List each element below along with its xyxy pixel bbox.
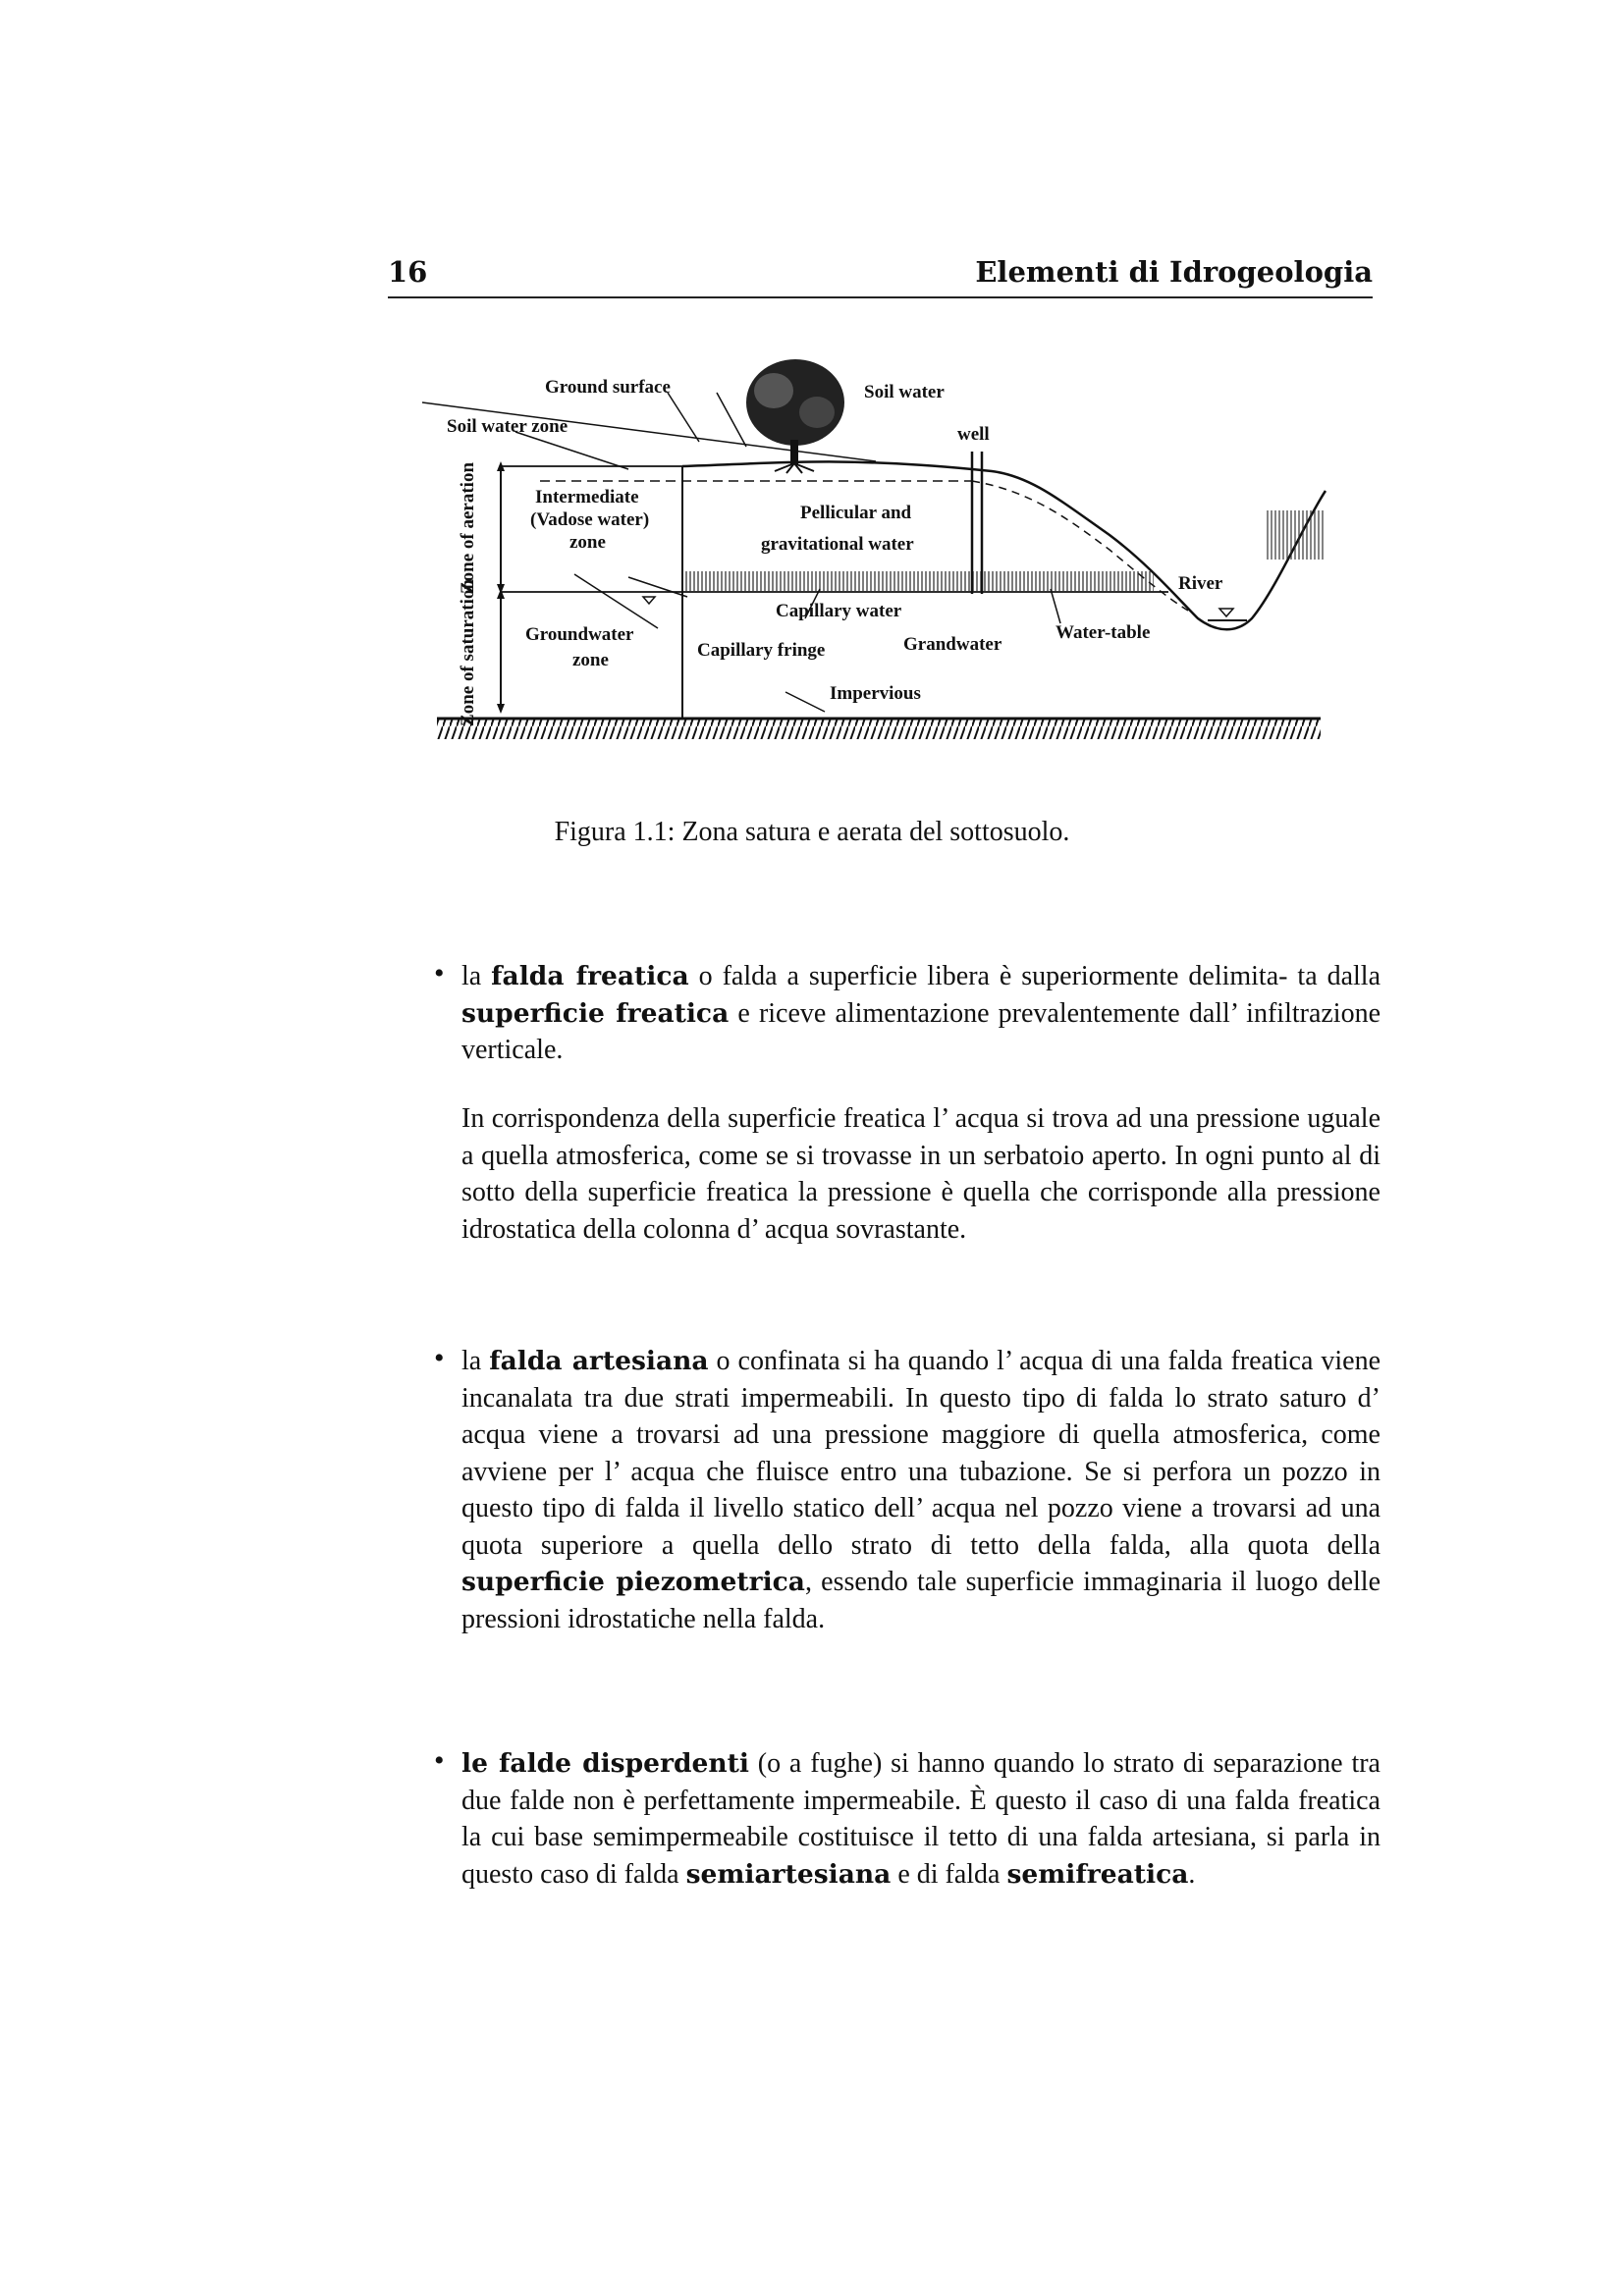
bullet-icon: •	[434, 1744, 445, 1777]
water-level-icon	[643, 597, 655, 604]
term-falda-artesiana: falda artesiana	[489, 1346, 709, 1376]
arrow	[628, 577, 687, 597]
text-run: e riceve alimentazione prevalentemente	[729, 997, 1180, 1029]
bullet-icon: •	[434, 1342, 445, 1374]
arrow	[515, 432, 628, 469]
figure-caption: Figura 1.1: Zona satura e aerata del sottosuolo.	[554, 817, 1070, 847]
label-intermediate-3: zone	[569, 532, 606, 553]
label-zone-of-saturation: Zone of saturation	[458, 579, 478, 726]
bullet-2-text	[461, 1343, 1380, 1637]
label-capillary-fringe: Capillary fringe	[697, 640, 826, 661]
arrow	[717, 393, 746, 447]
term-semifreatica: semifreatica	[1006, 1858, 1189, 1890]
arrowhead	[497, 704, 505, 714]
term-superficie-freatica: superficie freatica	[461, 997, 730, 1029]
label-grandwater: Grandwater	[903, 634, 1002, 655]
impervious-hatch	[437, 720, 1321, 739]
text-run: dall’ infiltrazione verticale.	[461, 997, 1381, 1065]
label-groundwater-zone-2: zone	[572, 650, 609, 670]
capillary-fringe-band	[682, 571, 1154, 591]
label-pellicular-1: Pellicular and	[800, 503, 912, 523]
term-falda-freatica: falda freatica	[491, 961, 689, 991]
label-soil-water-zone: Soil water zone	[447, 416, 568, 437]
bullet-1-text	[461, 958, 1380, 1069]
label-soil-water: Soil water	[864, 382, 945, 402]
bullet-falda-freatica	[461, 958, 1380, 1069]
label-intermediate-1: Intermediate	[535, 487, 639, 507]
arrow	[785, 692, 825, 712]
bullet-falda-artesiana	[461, 1343, 1380, 1637]
term-falde-disperdenti: le falde disperdenti	[461, 1748, 749, 1779]
label-water-table: Water-table	[1056, 622, 1151, 643]
text-run: .	[1188, 1858, 1196, 1890]
text-run: o confinata si ha quando l’ acqua di una falda freatica viene incanalata tra due strati impermeabili. In questo tipo di falda lo strato saturo d’ acqua viene a trovarsi ad una pressione maggiore di quella atmosferica, come avviene per l’ acqua che fluisce entro una tubazione. Se si perfora un pozzo in questo tipo di falda il livello statico dell’ acqua nel pozzo viene a trovarsi ad una quota superiore a quella dello strato di tetto della falda, alla quota della	[461, 1346, 1380, 1561]
label-river: River	[1178, 573, 1223, 594]
text-run: la	[461, 1346, 490, 1376]
text-run: ta dalla	[1297, 961, 1380, 991]
label-capillary-water: Capillary water	[776, 601, 902, 621]
term-superficie-piezometrica: superficie piezometrica	[461, 1567, 805, 1597]
text-run: la	[461, 961, 492, 991]
bullet-falde-disperdenti	[461, 1745, 1380, 1893]
text-run: (o a fughe) si hanno quando lo strato di separazione tra due falde non è perfettamente impermeabile. È questo il caso di una falda freatica la cui base semimpermeabile costituisce il tetto di una falda artesiana, si parla in questo caso di falda	[461, 1748, 1380, 1890]
running-header	[388, 253, 1373, 298]
arrowhead	[497, 589, 505, 599]
bullet-icon: •	[434, 957, 445, 989]
text-run: o falda a superficie libera è superiormente delimita-	[688, 961, 1288, 991]
label-groundwater-zone-1: Groundwater	[525, 624, 634, 645]
water-level-icon	[1219, 609, 1233, 616]
arrow	[1051, 589, 1060, 623]
label-pellicular-2: gravitational water	[761, 534, 914, 555]
label-zone-of-aeration: Zone of aeration	[458, 461, 478, 595]
label-well: well	[957, 424, 990, 445]
label-impervious: Impervious	[830, 683, 921, 704]
label-ground-surface: Ground surface	[545, 377, 671, 398]
running-title: Elementi di Idrogeologia	[975, 255, 1373, 289]
term-semiartesiana: semiartesiana	[685, 1858, 892, 1890]
figure-groundwater-zones	[422, 353, 1335, 756]
paragraph-text: In corrispondenza della superficie freatica l’ acqua si trova ad una pressione uguale a quella atmosferica, come se si trovasse in un serbatoio aperto. In ogni punto al di sotto della superficie freatica la pressione è quella che corrisponde alla pressione idrostatica della colonna d’ acqua sovrastante.	[461, 1103, 1380, 1245]
label-intermediate-2: (Vadose water)	[530, 509, 650, 530]
paragraph-pressione	[461, 1100, 1380, 1248]
page-number: 16	[388, 255, 428, 289]
figure-diagram	[422, 353, 1335, 756]
bullet-3-text	[461, 1745, 1380, 1893]
river-bank-hatch	[1265, 510, 1326, 560]
text-run: , essendo tale superficie immaginaria il luogo delle pressioni idrostatiche nella falda.	[461, 1567, 1380, 1634]
text-run: e di falda	[891, 1858, 1007, 1890]
